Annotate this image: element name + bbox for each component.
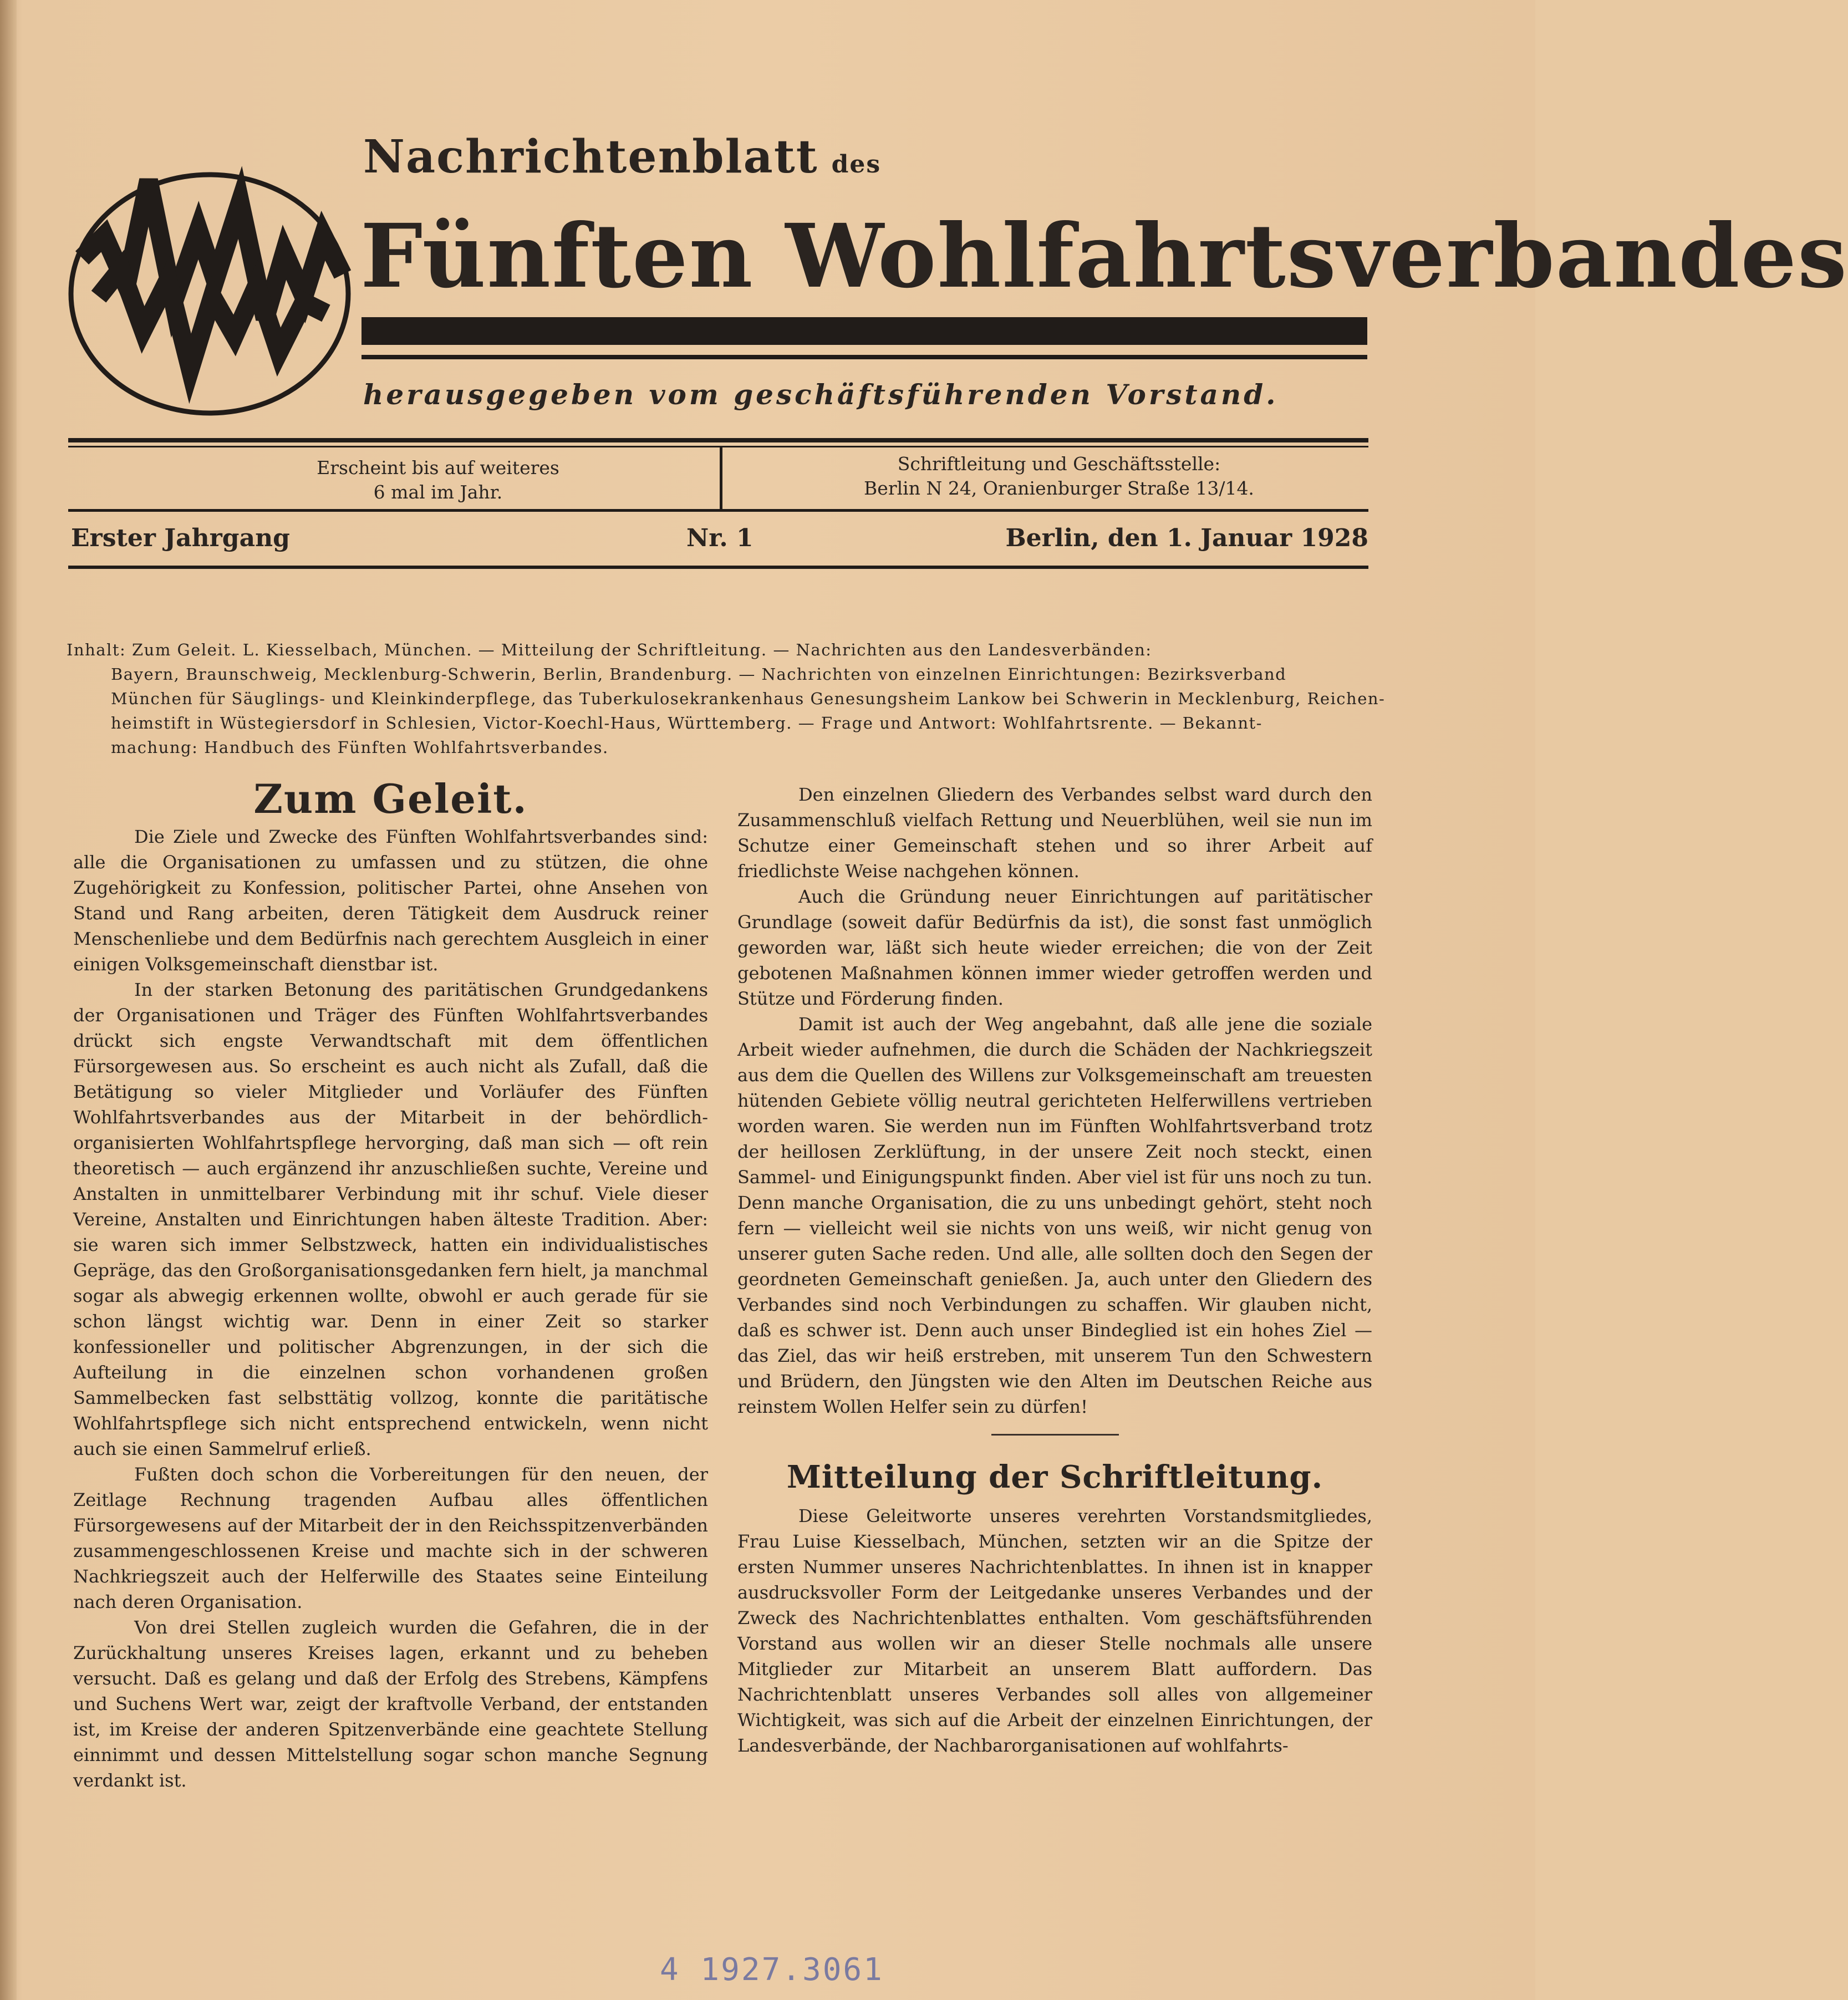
masthead-bar — [362, 317, 1367, 345]
paper-edge — [0, 0, 17, 2000]
paragraph: Die Ziele und Zwecke des Fünften Wohlfahrtsverbandes sind: alle die Organisationen zu umfassen und zu stützen, die ohne Zugehörigkeit zu Konfession, politischer Partei, ohne Ansehen von Stand und Rang arbeiten, deren Tätigkeit dem Ausdruck reiner Menschenliebe und dem Bedürfnis nach gerechtem Ausgleich in einer einigen Volksgemeinschaft dienstbar ist. — [73, 826, 708, 975]
paragraph: Von drei Stellen zugleich wurden die Gefahren, die in der Zurückhaltung unseres Kreises lagen, erkannt und zu beheben versucht. Daß es gelang und daß der Erfolg des Strebens, Kämpfens und Suchens Wert war, zeigt der kraftvolle Verband, der entstanden ist, im Kreise der anderen Spitzenverbände eine geachtete Stellung einnimmt und dessen Mittelstellung sogar schon manche Segnung verdankt ist. — [73, 1617, 708, 1791]
association-logo — [65, 169, 354, 419]
contents-line: München für Säuglings- und Kleinkinderpflege, das Tuberkulosekrankenhaus Genesungsheim Lankow bei Schwerin in Mecklenburg, Reichen- — [111, 689, 1386, 708]
band-rule-bottom — [68, 509, 1368, 512]
paragraph: Damit ist auch der Weg angebahnt, daß alle jene die soziale Arbeit wieder aufnehmen, die durch die Schäden der Nachkriegszeit aus dem die Quellen des Willens zur Volksgemeinschaft am treuesten hütenden Gebiete völlig neutral gerichteten Helferwillens vertrieben worden waren. Sie werden nun im Fünften Wohlfahrtsverband trotz der heillosen Zerklüftung, in der unsere Zeit noch steckt, einen Sammel- und Einigungspunkt finden. Aber viel ist für uns noch zu tun. Denn manche Organisation, die zu uns unbedingt gehört, steht noch fern — vielleicht weil sie nichts von uns weiß, wir nicht genug von unserer guten Sache reden. Und alle, alle sollten doch den Segen der geordneten Gemeinschaft genießen. Ja, auch unter den Gliedern des Verbandes sind noch Verbindungen zu schaffen. Wir glauben nicht, daß es schwer ist. Denn auch unser Bindeglied ist ein hohes Ziel — das Ziel, das wir heiß erstreben, mit unserem Tun den Schwestern und Brüdern, den Jüngsten wie den Alten im Deutschen Reiche aus reinstem Wollen Helfer sein zu dürfen! — [737, 1014, 1372, 1417]
table-of-contents — [67, 638, 1386, 760]
article-heading: Mitteilung der Schriftleitung. — [786, 1459, 1323, 1495]
paragraph: In der starken Betonung des paritätischen Grundgedankens der Organisationen und Träger des Fünften Wohlfahrtsverbandes drückt sich engste Verwandtschaft mit dem öffentlichen Fürsorgewesen aus. So erscheint es auch nicht als Zufall, daß die Betätigung so vieler Mitglieder und Vorläufer des Fünften Wohlfahrtsverbandes aus der Mitarbeit in der behördlich-organisierten Wohlfahrtspflege hervorging, daß man sich — oft rein theoretisch — auch ergänzend ihr anzuschließen suchte, Vereine und Anstalten in unmittelbarer Verbindung mit ihr schuf. Viele dieser Vereine, Anstalten und Einrichtungen haben älteste Tradition. Aber: sie waren sich immer Selbstzweck, hatten ein individualistisches Gepräge, das den Großorganisationsgedanken fern hielt, ja manchmal sogar als abwegig erkennen wollte, obwohl er auch gerade für sie schon längst wichtig war. Denn in einer Zeit so starker konfessioneller und politischer Abgrenzungen, in der sich die Aufteilung in die einzelnen schon vorhandenen großen Sammelbecken fast selbsttätig vollzog, konnte die paritätische Wohlfahrtspflege sich nicht entsprechend entwickeln, wenn nicht auch sie einen Sammelruf erließ. — [73, 979, 708, 1459]
frequency-line2: 6 mal im Jahr. — [373, 481, 503, 503]
masthead-title: Fünften Wohlfahrtsverbandes — [360, 205, 1848, 308]
article-heading: Zum Geleit. — [253, 775, 528, 822]
address-line1: Schriftleitung und Geschäftsstelle: — [897, 453, 1221, 475]
column-right — [737, 782, 1372, 1758]
editorial-address — [804, 452, 1314, 501]
frequency-line1: Erscheint bis auf weiteres — [317, 457, 559, 479]
band-divider — [720, 446, 722, 510]
issue-rule — [68, 566, 1368, 569]
band-rule-top — [68, 438, 1368, 442]
issue-number: Nr. 1 — [686, 524, 754, 552]
contents-line: heimstift in Wüstegiersdorf in Schlesien, Victor-Koechl-Haus, Württemberg. — Frage und Antwort: Wohlfahrtsrente. — Bekannt- — [111, 714, 1262, 732]
paragraph: Den einzelnen Gliedern des Verbandes selbst ward durch den Zusammenschluß vielfach Rettung und Neuerblühen, weil sie nun im Schutze einer Gemeinschaft stehen und so ihrer Arbeit auf friedlichste Weise nachgehen können. — [737, 784, 1372, 882]
publication-frequency — [222, 456, 654, 505]
issue-row — [71, 524, 1368, 557]
section-separator — [991, 1434, 1119, 1436]
masthead-line1 — [363, 130, 881, 184]
address-line2: Berlin N 24, Oranienburger Straße 13/14. — [864, 477, 1254, 499]
paragraph: Diese Geleitworte unseres verehrten Vorstandsmitgliedes, Frau Luise Kiesselbach, München, setzten wir an die Spitze der ersten Nummer unseres Nachrichtenblattes. In ihnen ist in knapper ausdrucksvoller Form der Leitgedanke unseres Verbandes und der Zweck des Nachrichtenblattes enthalten. Vom geschäftsführenden Vorstand aus wollen wir an dieser Stelle nochmals alle unsere Mitglieder zur Mitarbeit an unserem Blatt auffordern. Das Nachrichtenblatt unseres Verbandes soll alles von allgemeiner Wichtigkeit, was sich auf die Arbeit der einzelnen Einrichtungen, der Landesverbände, der Nachbarorganisationen auf wohlfahrts- — [737, 1505, 1372, 1756]
masthead-bar-thin — [362, 355, 1367, 359]
masthead-line1-text: Nachrichtenblatt — [363, 130, 818, 184]
contents-line: Bayern, Braunschweig, Mecklenburg-Schwerin, Berlin, Brandenburg. — Nachrichten von einzelnen Einrichtungen: Bezirksverband — [111, 665, 1287, 684]
contents-line: machung: Handbuch des Fünften Wohlfahrtsverbandes. — [111, 738, 609, 757]
issue-date: Berlin, den 1. Januar 1928 — [1005, 524, 1368, 552]
paragraph: Auch die Gründung neuer Einrichtungen auf paritätischer Grundlage (soweit dafür Bedürfnis da ist), die sonst fast unmöglich geworden war, läßt sich heute wieder erreichen; die von der Zeit gebotenen Maßnahmen können immer wieder getroffen werden und Stütze und Förderung finden. — [737, 886, 1372, 1009]
masthead-subtitle: herausgegeben vom geschäftsführenden Vorstand. — [363, 378, 1279, 411]
issue-volume: Erster Jahrgang — [71, 524, 290, 552]
column-left — [73, 776, 708, 1793]
paragraph: Fußten doch schon die Vorbereitungen für den neuen, der Zeitlage Rechnung tragenden Aufbau alles öffentlichen Fürsorgewesens auf der Mitarbeit der in den Reichsspitzenverbänden zusammengeschlossenen Kreise und machte sich in der schweren Nachkriegszeit auch der Helferwille des Staates seine Einteilung nach deren Organisation. — [73, 1464, 708, 1612]
contents-line: Inhalt: Zum Geleit. L. Kiesselbach, München. — Mitteilung der Schriftleitung. — Nachrichten aus den Landesverbänden: — [67, 640, 1152, 659]
masthead-des: des — [831, 150, 882, 179]
archive-mark: 4 1927.3061 — [660, 1952, 884, 1988]
band-rule-top2 — [68, 446, 1368, 447]
